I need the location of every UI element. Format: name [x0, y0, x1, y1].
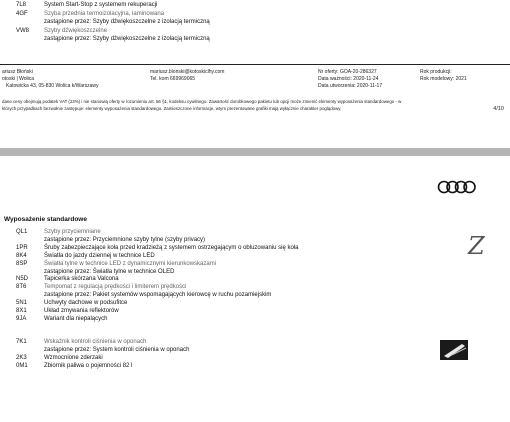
- equipment-description: Wskaźnik kontroli ciśnienia w oponach: [44, 338, 147, 345]
- equipment-description: Tapicerka skórzana Valcona: [44, 276, 119, 283]
- footer-contact-name: ariusz Błoński: [2, 69, 33, 75]
- replacement-note: zastąpione przez: Pakiet systemów wspomagających kierowcę w ruchu pozamiejskim: [44, 292, 272, 299]
- equipment-description: Uchwyty dachowe w podsufitce: [44, 300, 128, 307]
- legal-note-line-2: których przypadkach bezwołnie zastępuje: elementy wyposażenia standardowego. Zamieszczone informacje, wtym prezentowane grafiki mają wyłącznie charakter poglądowy.: [2, 106, 342, 111]
- replacement-note: zastąpione przez: Szyby dźwiękoszczelne z izolacją termiczną: [44, 19, 210, 26]
- equipment-description: Wariant dla niepalących: [44, 315, 108, 322]
- equipment-description: Układ zmywania reflektorów: [44, 308, 119, 314]
- equipment-description: Tempomat z regulacją prędkości i limiterem prędkości: [44, 284, 187, 291]
- equipment-code: 5N1: [16, 300, 28, 307]
- z-mark: Z: [468, 232, 485, 260]
- footer-phone: Tel. kom 669969065: [150, 76, 196, 82]
- equipment-code: 8X1: [16, 308, 27, 314]
- feature-thumbnail-image: [440, 340, 468, 360]
- equipment-code: 7K1: [16, 338, 27, 345]
- legal-note-line-1: dane ceny obejmują podatek VAT (23%) i nie stanowią oferty w rozumieniu art. 66 §1, kodeksu cywilnego. Zawartość dorobkowego pakietu lub opcji może zmienić elementy wyposażenia standardowego - w: [2, 99, 402, 104]
- equipment-code: 7L8: [16, 2, 27, 8]
- footer-valid-date: Data ważności: 2020-11-24: [318, 76, 379, 82]
- equipment-description: Światła do jazdy dziennej w technice LED: [44, 252, 155, 259]
- equipment-description: System Start-Stop z systemem rekuperacji: [44, 2, 158, 8]
- replacement-note: zastąpione przez: Przyciemnione szyby tylne (szyby privacy): [44, 236, 206, 243]
- equipment-code: 8T6: [16, 284, 27, 291]
- footer-model-year: Rok modelowy: 2021: [420, 76, 467, 82]
- document-page-4: [0, 0, 510, 148]
- equipment-description: Szyba przednia termoizolacyjna, laminowana: [44, 10, 165, 17]
- footer-production-year: Rok produkcji:: [420, 69, 452, 75]
- equipment-code: VW8: [16, 27, 30, 34]
- document-page-5: [0, 156, 510, 422]
- footer-address: Katowicka 43, 05-830 Wolica k/Warszawy: [6, 83, 99, 89]
- equipment-code: QL1: [16, 229, 28, 235]
- equipment-code: 8SP: [16, 260, 28, 267]
- four-rings-logo-icon: [437, 180, 477, 199]
- replacement-note: zastąpione przez: System kontroli ciśnienia w oponach: [44, 346, 190, 353]
- footer-divider: [0, 64, 510, 65]
- page-number: 4/10: [493, 106, 504, 112]
- equipment-code: N5D: [16, 276, 29, 283]
- equipment-description: Zbiornik paliwa o pojemności 82 l: [44, 362, 133, 369]
- equipment-code: 0M1: [16, 362, 28, 369]
- equipment-description: Szyby przyciemniane: [44, 229, 101, 235]
- page-separator: [0, 148, 510, 156]
- equipment-code: 1PR: [16, 244, 28, 251]
- equipment-code: 4GF: [16, 10, 28, 17]
- equipment-code: 2K3: [16, 354, 27, 361]
- equipment-description: Śruby zabezpieczające koła przed kradzieżą z systemem ostrzegającym o obluzowaniu się koła: [44, 244, 299, 251]
- equipment-code: 8K4: [16, 252, 27, 259]
- footer-offer-number: Nr oferty: GOA-20-286327: [318, 69, 377, 75]
- footer-created-date: Data utworzenia: 2020-11-17: [318, 83, 383, 89]
- replacement-note: zastąpione przez: Światła tylne w technice OLED: [44, 268, 175, 275]
- equipment-description: Wzmocnione zderzaki: [44, 354, 103, 361]
- equipment-code: 9JA: [16, 315, 27, 322]
- equipment-description: Światła tylne w technice LED z dynamicznymi kierunkowskazami: [44, 260, 217, 267]
- footer-dealer: otoski | Wołica: [2, 76, 35, 82]
- replacement-note: zastąpione przez: Szyby dźwiękoszczelne z izolacją termiczną: [44, 36, 210, 43]
- section-title: Wyposażenie standardowe: [4, 216, 87, 223]
- footer-email: mariusz.blonski@kotoskiclhy.com: [150, 69, 225, 75]
- equipment-description: Szyby dźwiękoszczelne: [44, 27, 108, 34]
